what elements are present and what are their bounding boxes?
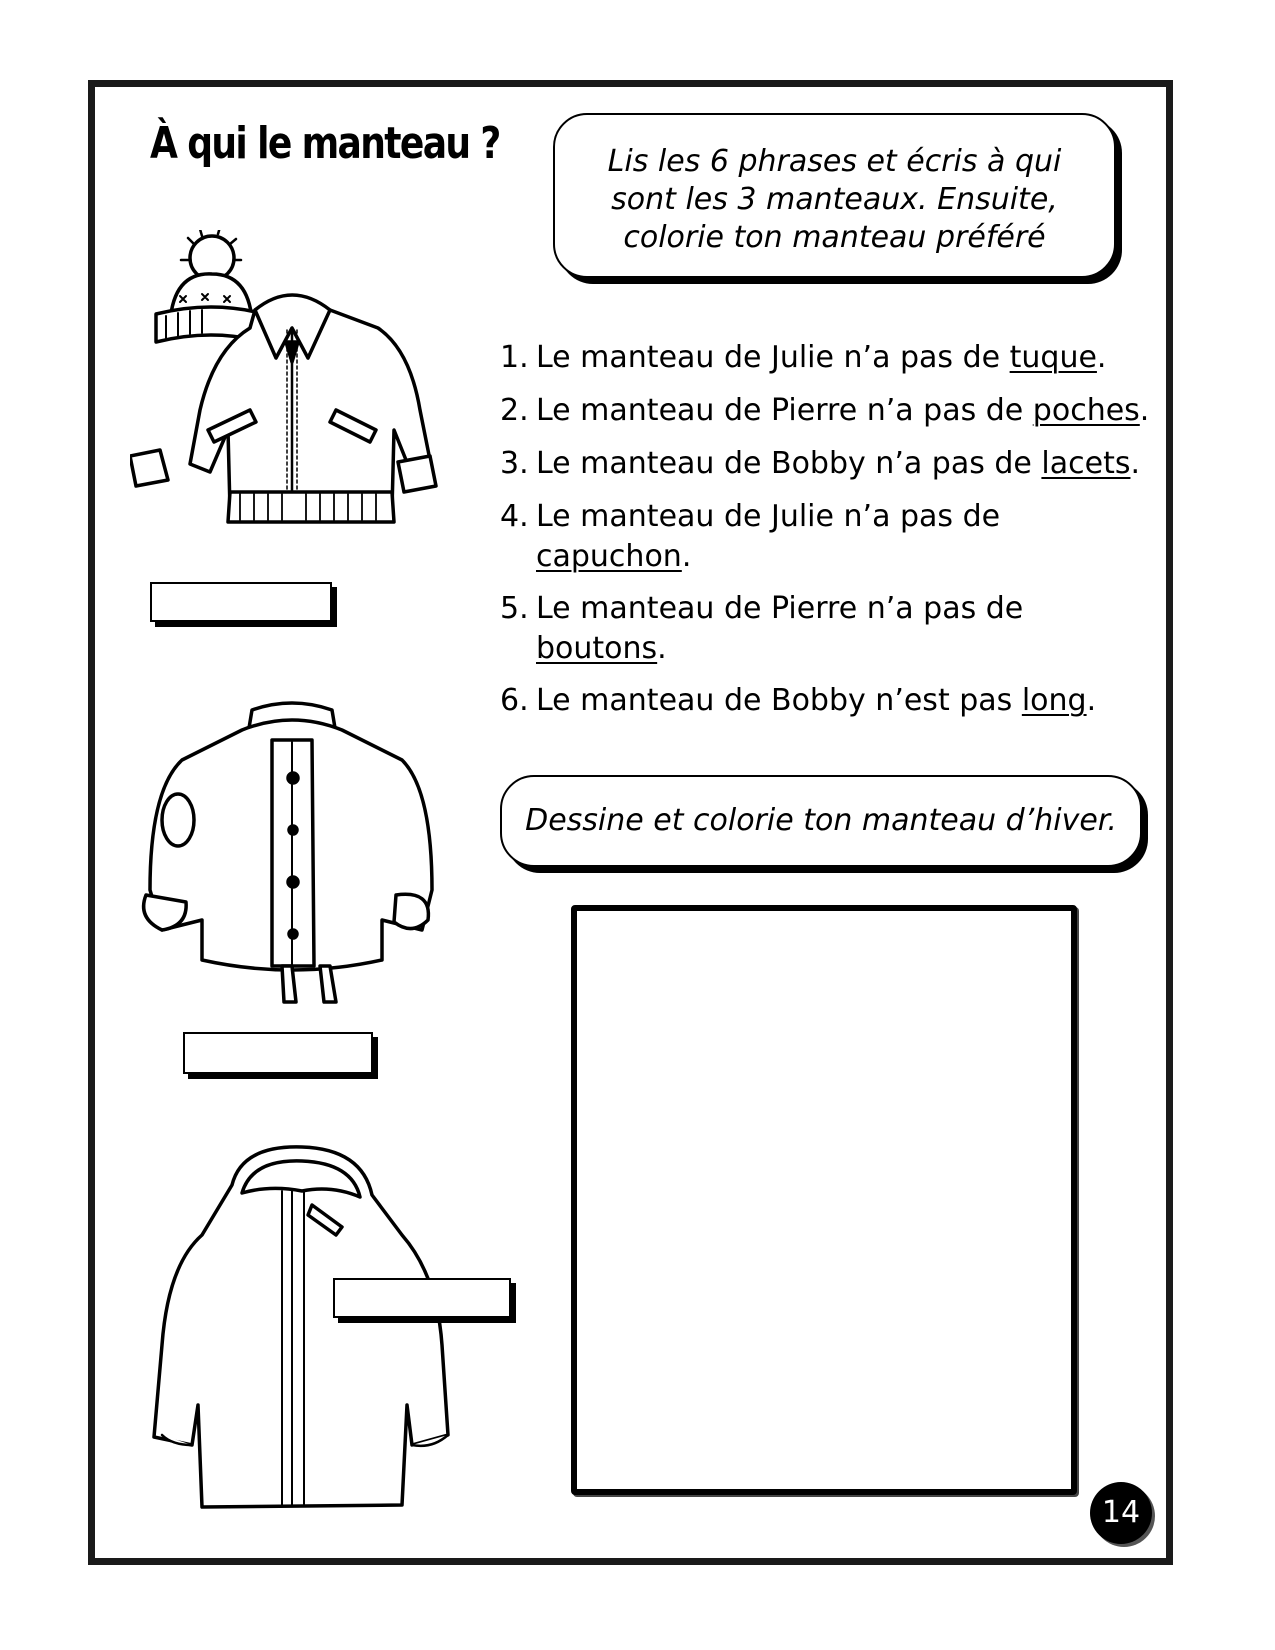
sentence-keyword: tuque bbox=[1009, 340, 1097, 375]
sentence-keyword: poches bbox=[1032, 393, 1140, 428]
sentence-keyword: long bbox=[1021, 683, 1087, 718]
coat-with-toque-icon bbox=[130, 230, 460, 560]
answer-box-3[interactable] bbox=[333, 1278, 511, 1318]
draw-instruction-bubble bbox=[500, 775, 1142, 867]
sentence-list bbox=[500, 338, 1160, 734]
instructions-bubble bbox=[553, 113, 1116, 278]
instructions-line-2: sont les 3 manteaux. Ensuite, bbox=[611, 182, 1058, 217]
sentence-end: . bbox=[657, 631, 667, 666]
sentence-text: Le manteau de Bobby n’est pas bbox=[536, 683, 1022, 718]
sentence-keyword: boutons bbox=[536, 631, 658, 666]
sentence-end: . bbox=[1086, 683, 1097, 718]
draw-instruction-text: Dessine et colorie ton manteau d’hiver. bbox=[525, 803, 1117, 838]
sentence-item bbox=[500, 391, 1160, 444]
sentence-keyword: lacets bbox=[1041, 446, 1131, 481]
sentence-text: Le manteau de Pierre n’a pas de bbox=[536, 393, 1033, 428]
sentence-number: 6. bbox=[500, 683, 529, 718]
answer-box-1[interactable] bbox=[150, 582, 332, 622]
page-number-badge: 14 bbox=[1090, 1482, 1152, 1544]
sentence-number: 3. bbox=[500, 446, 529, 481]
sentence-text: Le manteau de Julie n’a pas de bbox=[536, 499, 1001, 534]
sentence-item bbox=[500, 338, 1160, 391]
button-coat-icon bbox=[132, 690, 452, 1010]
sentence-text: Le manteau de Pierre n’a pas de bbox=[536, 591, 1024, 626]
page-title: À qui le manteau ? bbox=[150, 118, 500, 169]
sentence-keyword: capuchon bbox=[536, 539, 682, 574]
sentence-number: 5. bbox=[500, 591, 529, 626]
sentence-text: Le manteau de Julie n’a pas de bbox=[536, 340, 1010, 375]
sentence-item bbox=[500, 589, 1040, 681]
sentence-item bbox=[500, 444, 1160, 497]
sentence-end: . bbox=[681, 539, 692, 574]
sentence-item bbox=[500, 497, 1020, 589]
drawing-area[interactable] bbox=[571, 905, 1077, 1495]
hooded-parka-icon bbox=[132, 1145, 462, 1525]
sentence-end: . bbox=[1096, 340, 1107, 375]
sentence-number: 1. bbox=[500, 340, 529, 375]
instructions-line-1: Lis les 6 phrases et écris à qui bbox=[607, 144, 1062, 179]
sentence-number: 4. bbox=[500, 499, 529, 534]
sentence-end: . bbox=[1139, 393, 1150, 428]
sentence-end: . bbox=[1130, 446, 1141, 481]
instructions-line-3: colorie ton manteau préféré bbox=[623, 220, 1046, 255]
sentence-number: 2. bbox=[500, 393, 529, 428]
answer-box-2[interactable] bbox=[183, 1032, 373, 1074]
sentence-text: Le manteau de Bobby n’a pas de bbox=[536, 446, 1042, 481]
sentence-item bbox=[500, 681, 1160, 734]
